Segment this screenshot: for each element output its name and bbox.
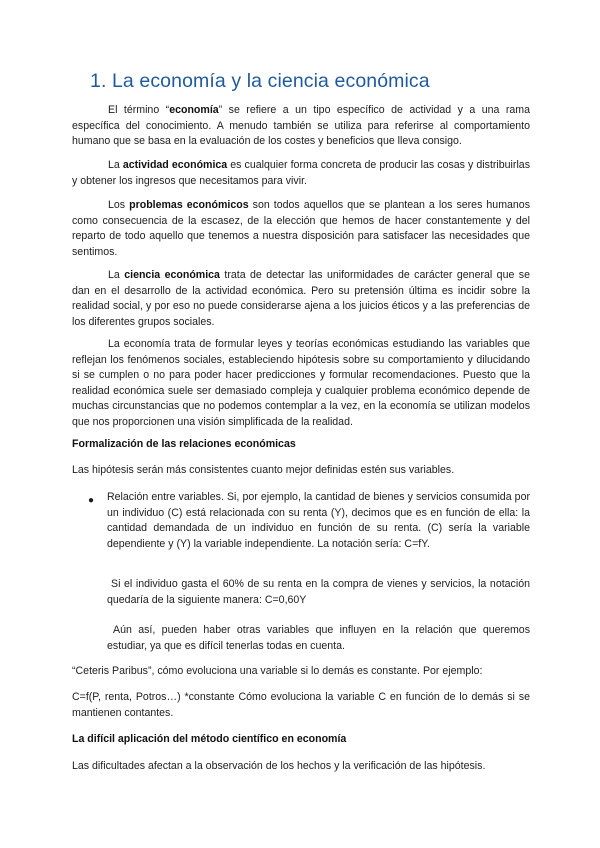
- subheading-metodo-cientifico: La difícil aplicación del método científico en economía: [72, 733, 347, 745]
- section-heading: 1. La economía y la ciencia económica: [90, 70, 430, 92]
- paragraph-ceteris-paribus: “Ceteris Paribus”, cómo evoluciona una variable si lo demás es constante. Por ejemplo:: [72, 665, 483, 677]
- text-run: ” se refiere a un tipo específico de actividad y a una rama específica del conocimiento. A menudo también se utiliza para referirse al comportamiento humano que se basa en la evaluación de los costes y beneficios que lleva consigo.: [72, 104, 530, 148]
- paragraph-dificultades: Las dificultades afectan a la observación de los hechos y la verificación de las hipótesis.: [72, 760, 486, 772]
- text-run: El término “: [108, 104, 170, 116]
- text-run: es cualquier forma concreta de producir las cosas y distribuirlas y obtener los ingresos que necesitamos para vivir.: [72, 159, 530, 187]
- paragraph-sesenta-por-ciento: Si el individuo gasta el 60% de su renta en la compra de vienes y servicios, la notación quedaría de la siguiente manera: C=0,60Y: [107, 578, 530, 606]
- paragraph-actividad: [72, 158, 530, 189]
- bold-term: ciencia económica: [124, 269, 220, 281]
- bold-term: problemas económicos: [129, 199, 249, 211]
- bold-term: economía: [169, 104, 219, 116]
- paragraph-leyes: La economía trata de formular leyes y teorías económicas estudiando las variables que reflejan los fenómenos sociales, estableciendo hipótesis sobre su comportamiento y dilucidando si se cumplen o no para poder hacer predicciones y formular recomendaciones. Puesto que la realidad económica suele ser demasiado compleja y cualquier problema económico depende de muchas circunstancias que no podemos contemplar a la vez, en la economía se utilizan modelos que nos proporcionen una visión simplificada de la realidad.: [72, 338, 530, 428]
- text-run: La: [108, 269, 125, 281]
- paragraph-hipotesis: Las hipótesis serán más consistentes cuanto mejor definidas estén sus variables.: [72, 464, 455, 476]
- paragraph-formula: C=f(P, renta, Potros…) *constante Cómo evoluciona la variable C en función de lo demás si se mantienen contantes.: [72, 691, 530, 719]
- text-run: Los: [108, 199, 130, 211]
- subheading-formalizacion: Formalización de las relaciones económicas: [72, 438, 296, 450]
- text-run: trata de detectar las uniformidades de carácter general que se dan en el desarrollo de la actividad económica. Pero su pretensión última es incidir sobre la realidad social, y por eso no puede considerarse ajena a los juicios éticos y a las preferencias de los diferentes grupos sociales.: [72, 269, 530, 328]
- paragraph-ciencia: [72, 268, 530, 330]
- paragraph-problemas: [72, 198, 530, 260]
- bullet-relacion-variables: Relación entre variables. Si, por ejemplo, la cantidad de bienes y servicios consumida por un individuo (C) está relacionada con su renta (Y), decimos que es en función de ella: la cantidad demandada de un individuo en función de su renta. (C) sería la variable dependiente y (Y) la variable independiente. La notación sería: C=fY.: [107, 491, 530, 550]
- paragraph-economia: [72, 103, 530, 150]
- bold-term: actividad económica: [122, 159, 228, 171]
- bullet-marker: ●: [88, 495, 95, 506]
- text-run: La: [108, 159, 123, 171]
- paragraph-otras-variables: Aún así, pueden haber otras variables que influyen en la relación que queremos estudiar, ya que es difícil tenerlas todas en cuenta.: [107, 624, 530, 652]
- text-run: son todos aquellos que se plantean a los seres humanos como consecuencia de la escasez, de la elección que hemos de hacer constantemente y del reparto de todo aquello que tenemos a nuestra disposición para satisfacer las necesidades que sentimos.: [72, 199, 530, 258]
